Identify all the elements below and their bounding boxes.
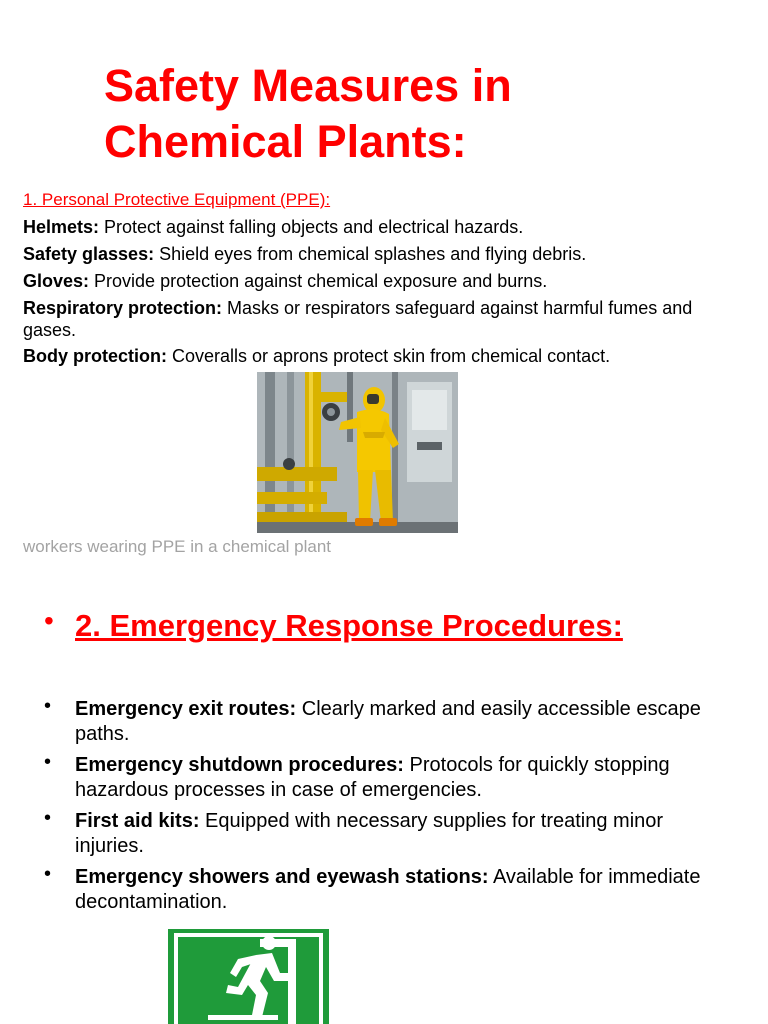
emergency-item-showers-eyewash	[44, 865, 734, 915]
page-title: Safety Measures in Chemical Plants:	[104, 60, 512, 167]
ppe-item-term: Safety glasses:	[23, 244, 155, 264]
hazmat-photo-illustration	[257, 372, 458, 533]
ppe-list	[23, 216, 748, 372]
ppe-item-text: Coveralls or aprons protect skin from chemical contact.	[167, 346, 611, 366]
image-caption: workers wearing PPE in a chemical plant	[23, 537, 332, 556]
ppe-item-safety-glasses	[23, 243, 748, 265]
emergency-item-term: Emergency exit routes:	[75, 698, 297, 720]
list-bullet: •	[44, 751, 52, 773]
emergency-item-shutdown-procedures	[44, 753, 734, 803]
emergency-section-heading: 2. Emergency Response Procedures:	[75, 608, 623, 643]
ppe-item-term: Respiratory protection:	[23, 298, 223, 318]
ppe-item-term: Gloves:	[23, 271, 90, 291]
section-bullet: •	[44, 605, 54, 636]
emergency-exit-sign-icon	[168, 929, 329, 1024]
list-bullet: •	[44, 695, 52, 717]
worker-in-hazmat-suit-photo	[257, 372, 458, 533]
ppe-item-gloves	[23, 270, 748, 292]
emergency-item-exit-routes	[44, 697, 734, 747]
ppe-item-term: Helmets:	[23, 217, 100, 237]
ppe-item-respiratory-protection	[23, 297, 748, 341]
list-bullet: •	[44, 863, 52, 885]
exit-sign-graphic	[168, 929, 329, 1024]
ppe-section-heading: 1. Personal Protective Equipment (PPE):	[23, 190, 331, 209]
emergency-item-text: Clearly marked and easily accessible escape paths.	[75, 698, 701, 745]
ppe-item-text: Shield eyes from chemical splashes and flying debris.	[154, 244, 587, 264]
ppe-item-text: Protect against falling objects and electrical hazards.	[99, 217, 524, 237]
emergency-item-term: First aid kits:	[75, 810, 200, 832]
emergency-item-text: Protocols for quickly stopping hazardous processes in case of emergencies.	[75, 754, 670, 801]
emergency-list	[44, 697, 734, 921]
ppe-item-term: Body protection:	[23, 346, 167, 366]
ppe-item-helmets	[23, 216, 748, 238]
ppe-item-text: Provide protection against chemical exposure and burns.	[89, 271, 548, 291]
list-bullet: •	[44, 807, 52, 829]
emergency-item-first-aid-kits	[44, 809, 734, 859]
emergency-item-text: Equipped with necessary supplies for treating minor injuries.	[75, 810, 664, 857]
emergency-item-term: Emergency showers and eyewash stations:	[75, 866, 489, 888]
emergency-item-term: Emergency shutdown procedures:	[75, 754, 404, 776]
ppe-item-body-protection	[23, 345, 748, 367]
ppe-item-text: Masks or respirators safeguard against harmful fumes and gases.	[23, 298, 693, 340]
emergency-item-text: Available for immediate decontamination.	[75, 866, 701, 913]
